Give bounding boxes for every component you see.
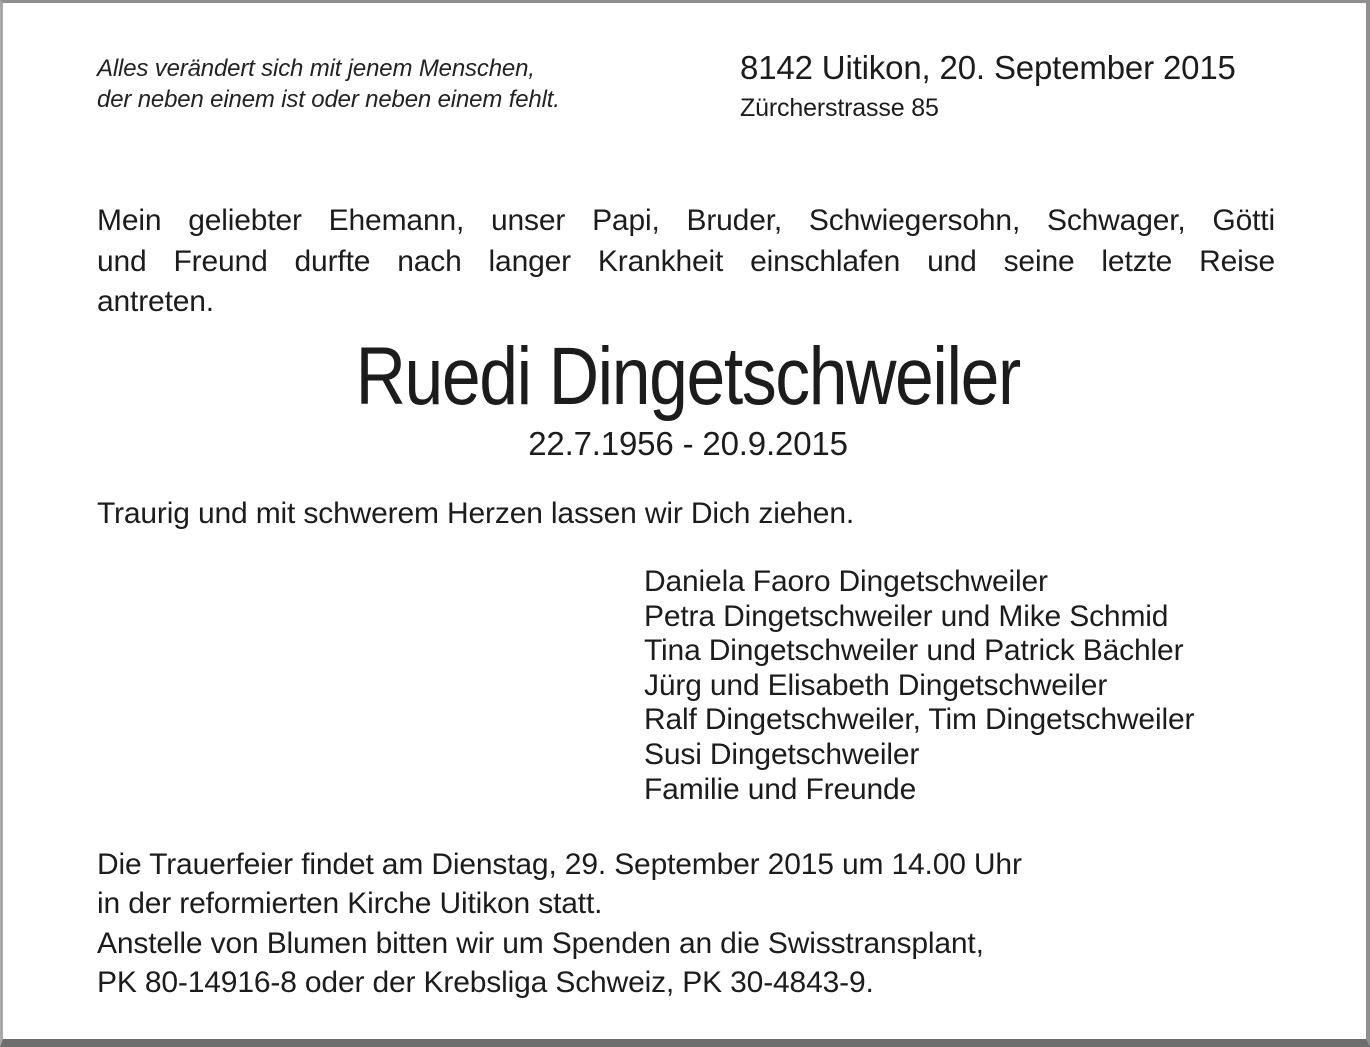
mourner-name: Petra Dingetschweiler und Mike Schmid [644,599,1169,633]
city-and-date: 8142 Uitikon, 20. September 2015 [740,49,1236,86]
street-address: Zürcherstrasse 85 [740,94,939,122]
mourner-name: Susi Dingetschweiler [644,737,920,771]
service-line-1: Die Trauerfeier findet am Dienstag, 29. September 2015 um 14.00 Uhr [97,848,1022,881]
service-line-2: in der reformierten Kirche Uitikon statt. [97,887,603,920]
mourners-list [644,565,1194,807]
epigraph-line-2: der neben einem ist oder neben einem fehlt. [97,86,560,113]
dateline-block [740,49,1236,123]
intro-line-1: Mein geliebter Ehemann, unser Papi, Bruder, Schwiegersohn, Schwager, Götti [97,204,1275,237]
epigraph-quote [97,53,560,115]
mourner-name: Jürg und Elisabeth Dingetschweiler [644,668,1108,702]
farewell-line: Traurig und mit schwerem Herzen lassen wir Dich ziehen. [97,497,855,530]
donations-info [97,924,984,1002]
mourner-name: Tina Dingetschweiler und Patrick Bächler [644,634,1184,668]
donations-line-1: Anstelle von Blumen bitten wir um Spenden an die Swisstransplant, [97,927,984,960]
mourner-name: Familie und Freunde [644,772,917,806]
service-info [97,845,1022,923]
deceased-name-wrap [3,333,1370,421]
mourner-name: Ralf Dingetschweiler, Tim Dingetschweiler [644,703,1195,737]
intro-paragraph [97,201,1275,323]
donations-line-2: PK 80-14916-8 oder der Krebsliga Schweiz, PK 30-4843-9. [97,966,874,999]
intro-line-2: und Freund durfte nach langer Krankheit einschlafen und seine letzte Reise [97,244,1275,278]
mourner-name: Daniela Faoro Dingetschweiler [644,565,1048,598]
life-dates: 22.7.1956 - 20.9.2015 [528,425,848,462]
deceased-name: Ruedi Dingetschweiler [355,331,1021,422]
intro-line-3: antreten. [97,285,214,318]
epigraph-line-1: Alles verändert sich mit jenem Menschen, [97,55,535,82]
